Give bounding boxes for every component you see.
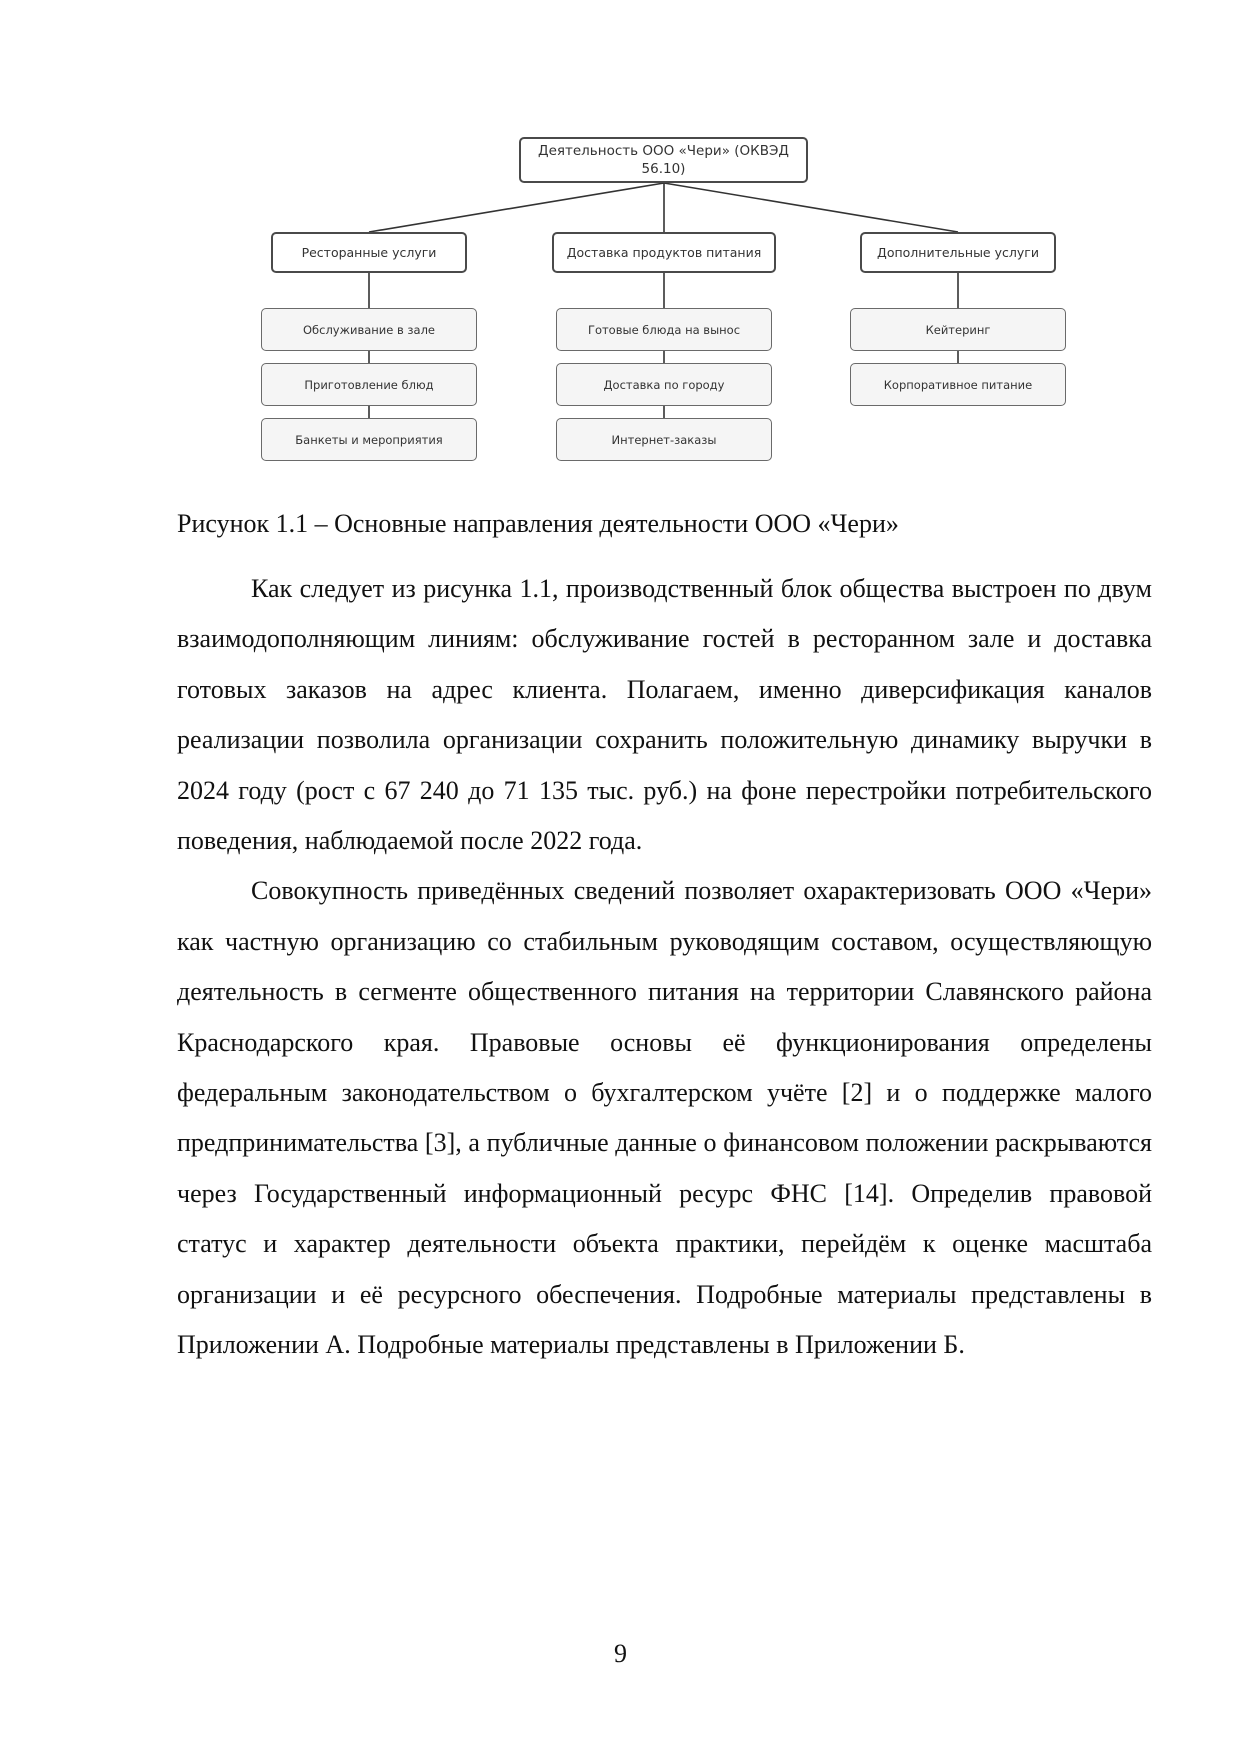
paragraph: Совокупность приведённых сведений позволяет охарактеризовать ООО «Чери» как частную организацию со стабильным руководящим составом, осуществляющую деятельность в сегменте общественного питания на территории Славянского района Краснодарского края. Правовые основы её функционирования определены федеральным законодательством о бухгалтерском учёте [2] и о поддержке малого предпринимательства [3], а публичные данные о финансовом положении раскрываются через Государственный информационный ресурс ФНС [14]. Определив правовой статус и характер деятельности объекта практики, перейдём к оценке масштаба организации и её ресурсного обеспечения. Подробные материалы представлены в Приложении А. Подробные материалы представлены в Приложении Б. bbox=[177, 876, 1152, 1360]
leaf-label: Обслуживание в зале bbox=[302, 322, 436, 337]
org-root-label-line-1: Деятельность ООО «Чери» (ОКВЭД bbox=[538, 143, 789, 159]
leaf-node-cooking bbox=[261, 363, 477, 406]
leaf-node-catering bbox=[850, 308, 1066, 351]
leaf-label: Интернет-заказы bbox=[611, 432, 717, 447]
branch-label: Ресторанные услуги bbox=[301, 244, 437, 260]
figure-caption: Рисунок 1.1 – Основные направления деятельности ООО «Чери» bbox=[177, 509, 899, 538]
leaf-node-takeaway bbox=[556, 308, 772, 351]
org-chart-figure bbox=[0, 0, 1241, 480]
paragraph: Как следует из рисунка 1.1, производственный блок общества выстроен по двум взаимодополняющим линиям: обслуживание гостей в ресторанном зале и доставка готовых заказов на адрес клиента. Полагаем, именно диверсификация каналов реализации позволила организации сохранить положительную динамику выручки в 2024 году (рост с 67 240 до 71 135 тыс. руб.) на фоне перестройки потребительского поведения, наблюдаемой после 2022 года. bbox=[177, 574, 1152, 856]
branch-node-food-delivery bbox=[552, 232, 776, 273]
branch-node-additional-services bbox=[860, 232, 1056, 273]
leaf-node-hall-service bbox=[261, 308, 477, 351]
org-root-node bbox=[519, 137, 808, 183]
connector-root-branch-1 bbox=[369, 183, 664, 232]
branch-label: Доставка продуктов питания bbox=[566, 244, 762, 260]
branch-node-restaurant-services bbox=[271, 232, 467, 273]
leaf-label: Кейтеринг bbox=[925, 322, 991, 337]
leaf-node-city-delivery bbox=[556, 363, 772, 406]
org-root-label-line-2: 56.10) bbox=[641, 161, 686, 177]
leaf-label: Корпоративное питание bbox=[883, 377, 1033, 392]
body-text bbox=[177, 564, 1152, 1371]
leaf-label: Приготовление блюд bbox=[304, 377, 434, 392]
leaf-label: Банкеты и мероприятия bbox=[295, 432, 443, 447]
leaf-node-corporate-catering bbox=[850, 363, 1066, 406]
page-number: 9 bbox=[614, 1639, 627, 1668]
leaf-label: Доставка по городу bbox=[603, 377, 725, 392]
leaf-node-online-orders bbox=[556, 418, 772, 461]
connector-root-branch-3 bbox=[664, 183, 958, 232]
leaf-node-banquets bbox=[261, 418, 477, 461]
leaf-label: Готовые блюда на вынос bbox=[587, 322, 741, 337]
branch-label: Дополнительные услуги bbox=[877, 244, 1039, 260]
